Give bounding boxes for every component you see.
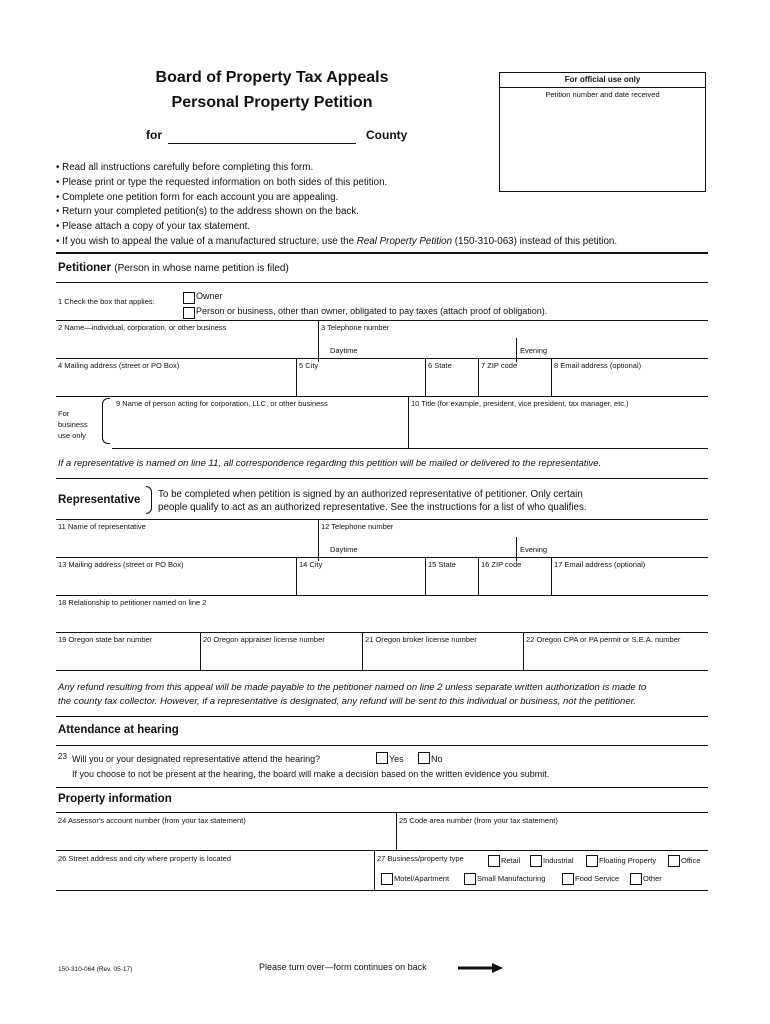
official-use-sub: Petition number and date received bbox=[545, 90, 660, 99]
daytime-label: Daytime bbox=[330, 545, 358, 554]
line20-label: 20 Oregon appraiser license number bbox=[203, 635, 325, 644]
type-motel-label: Motel/Apartment bbox=[394, 874, 450, 883]
line22-label: 22 Oregon CPA or PA permit or S.E.A. number bbox=[526, 635, 681, 644]
for-label: for bbox=[146, 128, 162, 142]
line23-number: 23 bbox=[58, 752, 67, 761]
instruction-item: • If you wish to appeal the value of a manufactured structure, use the Real Property Petition (150-310-063) instead of this petition. bbox=[56, 235, 617, 250]
type-floating-checkbox[interactable] bbox=[586, 855, 598, 867]
line11-label: 11 Name of representative bbox=[58, 522, 146, 531]
type-food-checkbox[interactable] bbox=[562, 873, 574, 885]
owner-checkbox[interactable] bbox=[183, 292, 195, 304]
line13-label: 13 Mailing address (street or PO Box) bbox=[58, 560, 184, 569]
line3-label: 3 Telephone number bbox=[321, 323, 390, 332]
petitioner-heading: Petitioner (Person in whose name petition is filed) bbox=[58, 262, 289, 274]
official-use-title: For official use only bbox=[564, 75, 641, 84]
type-small-mfg-checkbox[interactable] bbox=[464, 873, 476, 885]
evening-label: Evening bbox=[520, 545, 548, 554]
type-other-label: Other bbox=[643, 874, 662, 883]
line21-label: 21 Oregon broker license number bbox=[365, 635, 477, 644]
line24-label: 24 Assessor's account number (from your tax statement) bbox=[58, 816, 246, 825]
form-number: 150-310-064 (Rev. 05-17) bbox=[58, 966, 133, 973]
refund-note-line1: Any refund resulting from this appeal will be made payable to the petitioner named on line 2 unless separate written authorization is made to bbox=[58, 682, 647, 693]
other-obligated-checkbox[interactable] bbox=[183, 307, 195, 319]
attend-yes-checkbox[interactable] bbox=[376, 752, 388, 764]
type-retail-label: Retail bbox=[501, 856, 521, 865]
attend-yes-label: Yes bbox=[389, 754, 404, 764]
line9-label: 9 Name of person acting for corporation, LLC, or other business bbox=[116, 399, 328, 408]
line18-label: 18 Relationship to petitioner named on line 2 bbox=[58, 598, 207, 607]
refund-note-line2: the county tax collector. However, if a representative is designated, any refund will be sent to this individual or business, not the petitioner. bbox=[58, 696, 637, 707]
line8-label: 8 Email address (optional) bbox=[554, 361, 642, 370]
attendance-note: If you choose to not be present at the hearing, the board will make a decision based on the written evidence you submit. bbox=[72, 769, 550, 779]
line4-label: 4 Mailing address (street or PO Box) bbox=[58, 361, 180, 370]
line10-label: 10 Title (for example, president, vice president, tax manager, etc.) bbox=[411, 399, 629, 408]
line27-label: 27 Business/property type bbox=[377, 854, 464, 863]
representative-note: To be completed when petition is signed by an authorized representative of petitioner. Only certain people qualify to act as an authorized representative. See the instructions for a list of who qualifies. bbox=[158, 489, 587, 513]
instruction-item: • Return your completed petition(s) to the address shown on the back. bbox=[56, 205, 617, 220]
representative-heading: Representative bbox=[58, 494, 141, 506]
instruction-item: • Complete one petition form for each account you are appealing. bbox=[56, 191, 617, 206]
attendance-heading: Attendance at hearing bbox=[58, 724, 179, 736]
county-label: County bbox=[366, 128, 408, 142]
type-retail-checkbox[interactable] bbox=[488, 855, 500, 867]
type-office-checkbox[interactable] bbox=[668, 855, 680, 867]
form-title-line1: Board of Property Tax Appeals bbox=[155, 69, 389, 86]
turn-over-note: Please turn over—form continues on back bbox=[259, 962, 427, 972]
line7-label: 7 ZIP code bbox=[481, 361, 518, 370]
type-small-mfg-label: Small Manufacturing bbox=[477, 874, 546, 883]
type-motel-checkbox[interactable] bbox=[381, 873, 393, 885]
attend-no-checkbox[interactable] bbox=[418, 752, 430, 764]
instruction-item: • Read all instructions carefully before completing this form. bbox=[56, 161, 617, 176]
type-other-checkbox[interactable] bbox=[630, 873, 642, 885]
county-input-line[interactable] bbox=[168, 143, 356, 144]
form-title-line2: Personal Property Petition bbox=[171, 94, 373, 111]
owner-label: Owner bbox=[196, 291, 223, 301]
type-food-label: Food Service bbox=[575, 874, 620, 883]
line6-label: 6 State bbox=[428, 361, 452, 370]
attend-no-label: No bbox=[431, 754, 443, 764]
line14-label: 14 City bbox=[299, 560, 323, 569]
business-only-note: For business use only bbox=[58, 409, 88, 440]
arrow-right-icon bbox=[458, 962, 504, 974]
line23-question: Will you or your designated representative attend the hearing? bbox=[72, 754, 321, 764]
line1-label: 1 Check the box that applies: bbox=[58, 297, 155, 306]
daytime-label: Daytime bbox=[330, 346, 358, 355]
type-floating-label: Floating Property bbox=[599, 856, 657, 865]
type-industrial-checkbox[interactable] bbox=[530, 855, 542, 867]
line26-label: 26 Street address and city where property is located bbox=[58, 854, 232, 863]
line2-label: 2 Name—individual, corporation, or other business bbox=[58, 323, 227, 332]
type-office-label: Office bbox=[681, 856, 701, 865]
business-brace bbox=[102, 398, 110, 444]
instruction-item: • Please print or type the requested information on both sides of this petition. bbox=[56, 176, 617, 191]
line25-label: 25 Code area number (from your tax statement) bbox=[399, 816, 558, 825]
line19-label: 19 Oregon state bar number bbox=[58, 635, 153, 644]
representative-mail-note: If a representative is named on line 11, all correspondence regarding this petition will be mailed or delivered to the representative. bbox=[58, 458, 602, 469]
other-obligated-label: Person or business, other than owner, obligated to pay taxes (attach proof of obligation). bbox=[196, 306, 548, 316]
line15-label: 15 State bbox=[428, 560, 456, 569]
line16-label: 16 ZIP code bbox=[481, 560, 522, 569]
property-heading: Property information bbox=[58, 793, 172, 805]
line12-label: 12 Telephone number bbox=[321, 522, 394, 531]
instruction-item: • Please attach a copy of your tax statement. bbox=[56, 220, 617, 235]
instructions-list bbox=[56, 161, 617, 250]
line17-label: 17 Email address (optional) bbox=[554, 560, 646, 569]
type-industrial-label: Industrial bbox=[543, 856, 574, 865]
line5-label: 5 City bbox=[299, 361, 319, 370]
evening-label: Evening bbox=[520, 346, 548, 355]
representative-brace bbox=[146, 486, 152, 514]
